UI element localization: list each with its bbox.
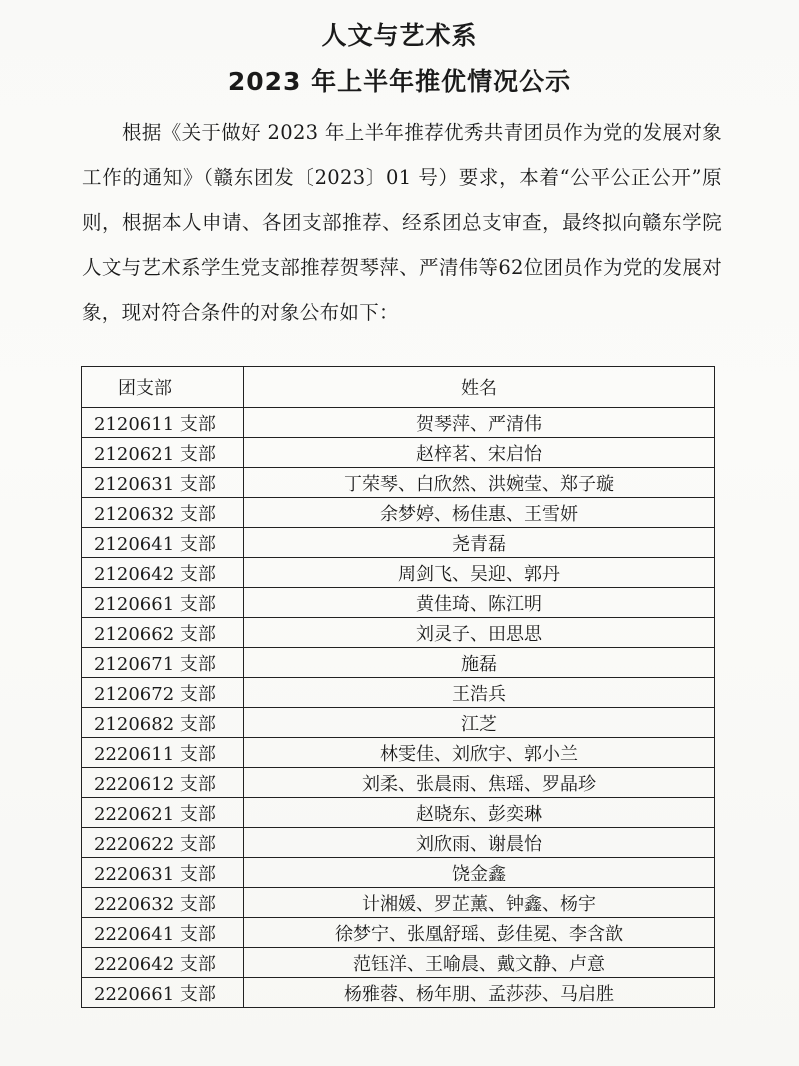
table-row [82, 558, 715, 588]
branch-cell: 2220622 支部 [82, 828, 244, 858]
table-row [82, 828, 715, 858]
names-cell: 饶金鑫 [244, 858, 715, 888]
names-cell: 赵梓茗、宋启怡 [244, 438, 715, 468]
branch-cell: 2220612 支部 [82, 768, 244, 798]
names-cell: 尧青磊 [244, 528, 715, 558]
branch-cell: 2220641 支部 [82, 918, 244, 948]
column-header-names: 姓名 [244, 367, 715, 408]
table-row [82, 618, 715, 648]
branch-cell: 2120621 支部 [82, 438, 244, 468]
names-cell: 丁荣琴、白欣然、洪婉莹、郑子璇 [244, 468, 715, 498]
names-cell: 林雯佳、刘欣宇、郭小兰 [244, 738, 715, 768]
branch-cell: 2120642 支部 [82, 558, 244, 588]
table-row [82, 738, 715, 768]
table-row [82, 918, 715, 948]
table-row [82, 888, 715, 918]
body-paragraph: 根据《关于做好 2023 年上半年推荐优秀共青团员作为党的发展对象工作的通知》（赣东团发〔2023〕01 号）要求，本着“公平公正公开”原则，根据本人申请、各团支部推荐、经系团总支审查，最终拟向赣东学院人文与艺术系学生党支部推荐贺琴萍、严清伟等62位团员作为党的发展对象，现对符合条件的对象公布如下： [82, 121, 722, 324]
names-cell: 刘欣雨、谢晨怡 [244, 828, 715, 858]
names-cell: 徐梦宁、张凰舒瑶、彭佳冕、李含歆 [244, 918, 715, 948]
names-cell: 黄佳琦、陈江明 [244, 588, 715, 618]
branch-cell: 2120661 支部 [82, 588, 244, 618]
branch-cell: 2120632 支部 [82, 498, 244, 528]
branch-cell: 2120682 支部 [82, 708, 244, 738]
table-row [82, 948, 715, 978]
table-row [82, 498, 715, 528]
names-cell: 余梦婷、杨佳惠、王雪妍 [244, 498, 715, 528]
names-cell: 王浩兵 [244, 678, 715, 708]
table-row [82, 678, 715, 708]
names-cell: 贺琴萍、严清伟 [244, 408, 715, 438]
table-row [82, 438, 715, 468]
branch-cell: 2120631 支部 [82, 468, 244, 498]
column-header-branch: 团支部 [82, 367, 244, 408]
branch-cell: 2220661 支部 [82, 978, 244, 1008]
table-row [82, 408, 715, 438]
branch-cell: 2120641 支部 [82, 528, 244, 558]
names-cell: 赵晓东、彭奕琳 [244, 798, 715, 828]
names-cell: 范钰洋、王喻晨、戴文静、卢意 [244, 948, 715, 978]
table-row [82, 648, 715, 678]
table-body [82, 408, 715, 1008]
table-row [82, 588, 715, 618]
branch-cell: 2220611 支部 [82, 738, 244, 768]
document-subtitle: 2023 年上半年推优情况公示 [227, 67, 572, 96]
branch-cell: 2120611 支部 [82, 408, 244, 438]
names-cell: 刘柔、张晨雨、焦瑶、罗晶珍 [244, 768, 715, 798]
names-cell: 计湘媛、罗芷薰、钟鑫、杨宇 [244, 888, 715, 918]
table-row [82, 708, 715, 738]
table-row [82, 978, 715, 1008]
branch-cell: 2220631 支部 [82, 858, 244, 888]
branch-cell: 2120662 支部 [82, 618, 244, 648]
table-header-row [82, 367, 715, 408]
table-row [82, 528, 715, 558]
branch-cell: 2220632 支部 [82, 888, 244, 918]
names-cell: 刘灵子、田思思 [244, 618, 715, 648]
names-cell: 周剑飞、吴迎、郭丹 [244, 558, 715, 588]
names-cell: 施磊 [244, 648, 715, 678]
branch-cell: 2120672 支部 [82, 678, 244, 708]
branch-cell: 2220621 支部 [82, 798, 244, 828]
table-row [82, 798, 715, 828]
names-cell: 江芝 [244, 708, 715, 738]
document-title: 人文与艺术系 [321, 21, 478, 50]
table-row [82, 858, 715, 888]
recommendation-table [81, 366, 715, 1008]
branch-cell: 2220642 支部 [82, 948, 244, 978]
table-row [82, 768, 715, 798]
branch-cell: 2120671 支部 [82, 648, 244, 678]
names-cell: 杨雅蓉、杨年朋、孟莎莎、马启胜 [244, 978, 715, 1008]
table-row [82, 468, 715, 498]
